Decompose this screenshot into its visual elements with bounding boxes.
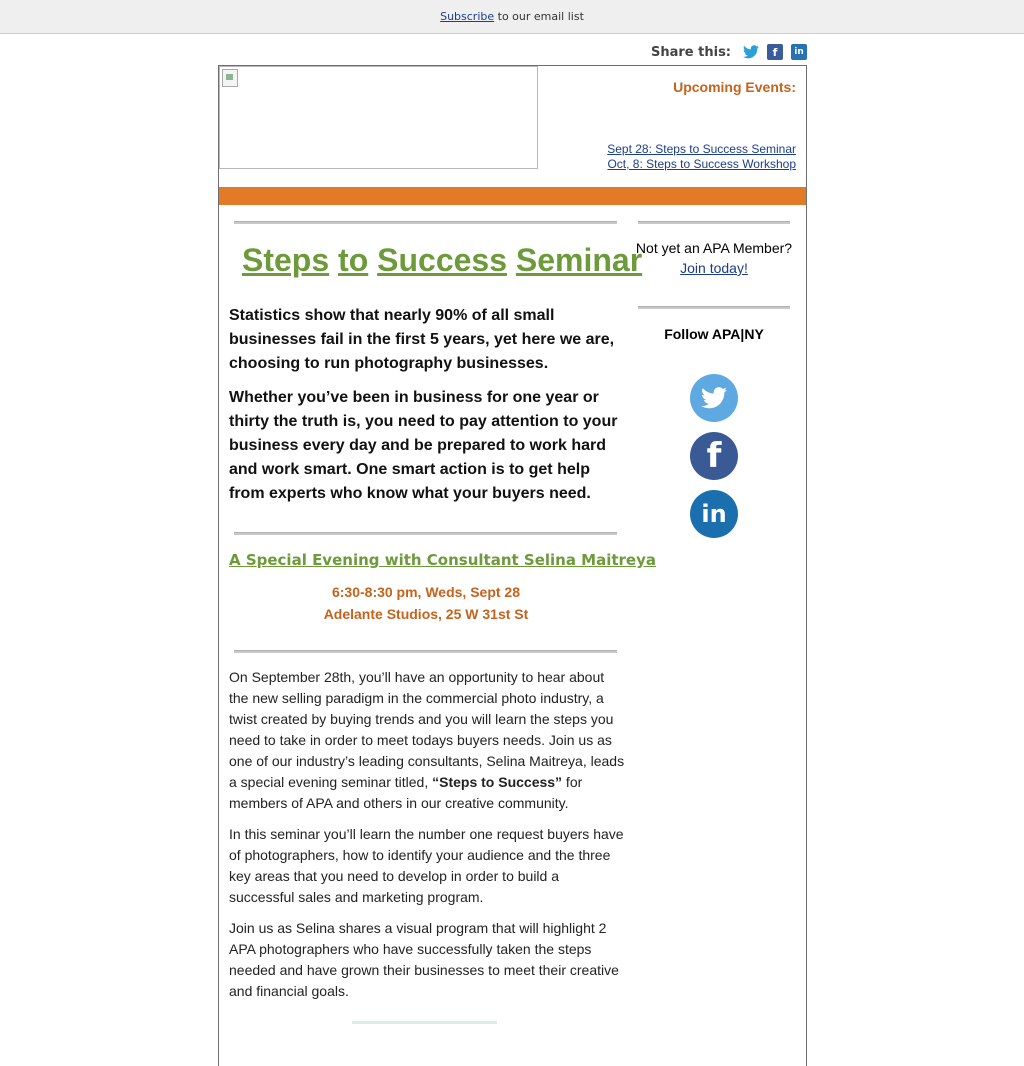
body-paragraph-3: Join us as Selina shares a visual program that will highlight 2 APA photographers who have successfully taken the steps needed and have grown their businesses to meet their creative and financial goals.	[229, 920, 619, 999]
share-bar	[651, 44, 815, 60]
divider	[234, 650, 617, 653]
title-word[interactable]: Steps	[242, 242, 330, 278]
member-prompt	[634, 240, 794, 276]
title-word[interactable]: Seminar	[515, 242, 643, 278]
upcoming-events-title: Upcoming Events:	[673, 79, 796, 95]
newsletter-frame	[218, 65, 807, 1066]
orange-divider	[219, 187, 806, 205]
header-logo-image	[219, 66, 538, 169]
share-label: Share this:	[651, 44, 732, 60]
upcoming-events-list	[607, 142, 796, 172]
seminar-name: “Steps to Success”	[432, 774, 563, 790]
linkedin-icon[interactable]: in	[690, 490, 738, 538]
join-today-link[interactable]: Join today!	[680, 260, 748, 276]
lead-paragraph-1: Statistics show that nearly 90% of all small businesses fail in the first 5 years, yet here we are, choosing to run photography businesses.	[229, 307, 615, 372]
follow-title: Follow APA|NY	[664, 326, 764, 342]
subscribe-link[interactable]: Subscribe	[440, 10, 495, 23]
page-title[interactable]	[242, 242, 643, 279]
event-details	[229, 581, 623, 625]
body-text: for members of APA and others in our creative community.	[229, 774, 583, 811]
event-link-oct-8[interactable]: Oct, 8: Steps to Success Workshop	[607, 157, 796, 171]
body-paragraph-1	[229, 667, 625, 814]
member-text: Not yet an APA Member?	[635, 240, 793, 256]
divider	[234, 532, 617, 535]
body-text: On September 28th, you’ll have an opportunity to hear about the new selling paradigm in the commercial photo industry, a twist created by buying trends and you will learn the steps you need to take in order to meet todays buyers needs. Join us as one of our industry’s leading consultants, Selina Maitreya, leads a special evening seminar titled,	[229, 669, 625, 790]
lead-paragraph-2: Whether you’ve been in business for one year or thirty the truth is, you need to pay attention to your business every day and be prepared to work hard and work smart. One smart action is to get help from experts who know what your buyers need.	[229, 389, 618, 502]
title-word[interactable]: to	[338, 242, 369, 278]
twitter-icon[interactable]	[743, 44, 759, 60]
facebook-icon[interactable]: f	[767, 44, 783, 60]
body-paragraph-2: In this seminar you’ll learn the number one request buyers have of photographers, how to identify your audience and the three key areas that you need to develop in order to build a successful sales and marketing program.	[229, 826, 624, 905]
divider	[234, 221, 617, 224]
title-word[interactable]: Success	[377, 242, 507, 278]
linkedin-icon[interactable]: in	[791, 44, 807, 60]
event-time: 6:30-8:30 pm, Weds, Sept 28	[331, 584, 521, 600]
event-link-sept-28[interactable]: Sept 28: Steps to Success Seminar	[607, 142, 796, 156]
sidebar-divider	[638, 221, 790, 224]
subscribe-text: to our email list	[494, 10, 584, 23]
twitter-icon[interactable]	[690, 374, 738, 422]
event-location: Adelante Studios, 25 W 31st St	[323, 606, 529, 622]
subscribe-bar	[0, 0, 1024, 34]
event-subtitle-link[interactable]: A Special Evening with Consultant Selina Maitreya	[229, 551, 657, 569]
sidebar-divider	[638, 306, 790, 309]
facebook-icon[interactable]: f	[690, 432, 738, 480]
broken-image-icon	[222, 69, 238, 87]
